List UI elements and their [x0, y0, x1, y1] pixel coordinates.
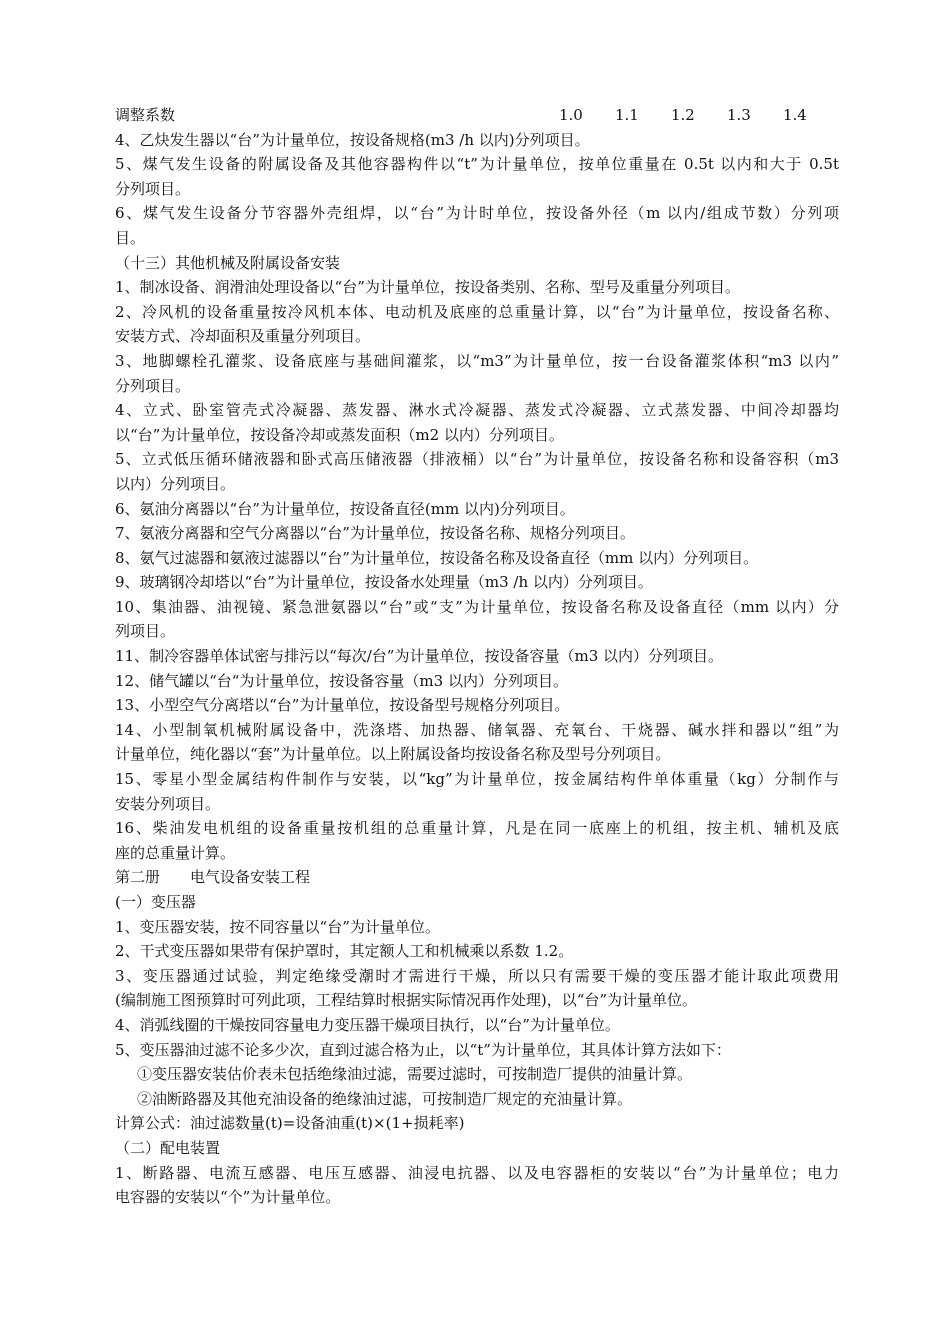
text-line: 安装分列项目。: [115, 794, 221, 813]
text-line: 以内）分列项目。: [115, 474, 236, 493]
text-line: 分列项目。: [115, 376, 191, 395]
text-line: 7、氨液分离器和空气分离器以“台”为计量单位，按设备名称、规格分列项目。: [115, 524, 635, 543]
coefficient-value: 1.4: [783, 106, 807, 124]
coefficient-value: 1.0: [559, 106, 583, 124]
coefficient-value: 1.2: [671, 106, 695, 124]
text-line: 2、冷风机的设备重量按冷风机本体、电动机及底座的总重量计算，以“台”为计量单位，按设备名称、: [115, 302, 839, 321]
coefficient-value: 1.3: [727, 106, 751, 124]
text-line: 1、制冰设备、润滑油处理设备以“台”为计量单位，按设备类别、名称、型号及重量分列项目。: [115, 278, 740, 297]
coefficient-values: [559, 103, 839, 128]
text-line: 2、干式变压器如果带有保护罩时，其定额人工和机械乘以系数 1.2。: [115, 942, 574, 961]
text-line: 4、乙炔发生器以“台”为计量单位，按设备规格(m3 /h 以内)分列项目。: [115, 130, 590, 149]
document-page: [115, 103, 839, 1210]
text-line: ②油断路器及其他充油设备的绝缘油过滤，可按制造厂规定的充油量计算。: [137, 1089, 633, 1108]
text-line: (一）变压器: [115, 893, 196, 911]
adjustment-coefficient-row: [115, 103, 839, 128]
text-line: 3、变压器通过试验，判定绝缘受潮时才需进行干燥，所以只有需要干燥的变压器才能计取此项费用: [115, 966, 839, 985]
text-line: 目。: [115, 228, 146, 247]
text-line: 4、消弧线圈的干燥按同容量电力变压器干燥项目执行，以“台”为计量单位。: [115, 1015, 620, 1034]
text-line: 16、柴油发电机组的设备重量按机组的总重量计算，凡是在同一底座上的机组，按主机、辅机及底: [115, 819, 839, 838]
text-line: 列项目。: [115, 622, 176, 641]
coefficient-value: 1.1: [615, 106, 639, 124]
text-line: 3、地脚螺栓孔灌浆、设备底座与基础间灌浆，以“m3”为计量单位，按一台设备灌浆体积“m3 以内”: [115, 351, 839, 370]
text-line: 6、氨油分离器以“台”为计量单位，按设备直径(mm 以内)分列项目。: [115, 499, 575, 518]
text-line: 5、立式低压循环储液器和卧式高压储液器（排液桶）以“台”为计量单位，按设备名称和设备容积（m3: [115, 450, 839, 469]
text-line: 5、变压器油过滤不论多少次，直到过滤合格为止，以“t”为计量单位，其具体计算方法如下：: [115, 1040, 731, 1059]
text-line: 第二册 电气设备安装工程: [115, 868, 311, 887]
document-body: [115, 128, 839, 1210]
text-line: 6、煤气发生设备分节容器外壳组焊，以“台”为计时单位，按设备外径（m 以内/组成节数）分列项: [115, 204, 839, 223]
text-line: （十三）其他机械及附属设备安装: [115, 253, 341, 272]
text-line: 4、立式、卧室管壳式冷凝器、蒸发器、淋水式冷凝器、蒸发式冷凝器、立式蒸发器、中间冷却器均: [115, 401, 839, 420]
text-line: 12、储气罐以“台“为计量单位，按设备容量（m3 以内）分列项目。: [115, 671, 568, 690]
text-line: 15、零星小型金属结构件制作与安装，以“kg”为计量单位，按金属结构件单体重量（kg）分制作与: [115, 770, 839, 789]
text-line: 5、煤气发生设备的附属设备及其他容器构件以“t”为计量单位，按单位重量在 0.5t 以内和大于 0.5t: [115, 155, 839, 174]
text-line: 14、小型制氧机械附属设备中，洗涤塔、加热器、储氧器、充氧台、干烧器、碱水拌和器以“组”为: [115, 720, 839, 739]
text-line: 计算公式：油过滤数量(t)=设备油重(t)×(1+损耗率): [115, 1114, 465, 1133]
text-line: 1、变压器安装，按不同容量以“台”为计量单位。: [115, 917, 440, 936]
text-line: 电容器的安装以“个”为计量单位。: [115, 1188, 341, 1207]
coefficient-label: 调整系数: [115, 106, 176, 124]
text-line: （二）配电装置: [115, 1138, 221, 1157]
text-line: ①变压器安装估价表未包括绝缘油过滤，需要过滤时，可按制造厂提供的油量计算。: [137, 1065, 693, 1084]
text-line: 座的总重量计算。: [115, 843, 236, 862]
text-line: 11、制冷容器单体试密与排污以“每次/台”为计量单位，按设备容量（m3 以内）分列项目。: [115, 647, 724, 666]
text-line: 13、小型空气分离塔以“台”为计量单位，按设备型号规格分列项目。: [115, 696, 570, 715]
text-line: 安装方式、冷却面积及重量分列项目。: [115, 327, 371, 346]
text-line: 9、玻璃钢冷却塔以“台”为计量单位，按设备水处理量（m3 /h 以内）分列项目。: [115, 573, 653, 592]
text-line: 1、断路器、电流互感器、电压互感器、油浸电抗器、以及电容器柜的安装以“台”为计量单位；电力: [115, 1163, 839, 1182]
text-line: 计量单位，纯化器以“套”为计量单位。以上附属设备均按设备名称及型号分列项目。: [115, 745, 671, 764]
text-line: 分列项目。: [115, 179, 191, 198]
text-line: 8、氨气过滤器和氨液过滤器以“台”为计量单位，按设备名称及设备直径（mm 以内）分列项目。: [115, 548, 759, 567]
text-line: 10、集油器、油视镜、紧急泄氨器以“台”或“支”为计量单位，按设备名称及设备直径（mm 以内）分: [115, 597, 839, 616]
text-line: (编制施工图预算时可列此项，工程结算时根据实际情况再作处理)，以“台”为计量单位。: [115, 991, 698, 1010]
text-line: 以“台”为计量单位，按设备冷却或蒸发面积（m2 以内）分列项目。: [115, 425, 564, 444]
